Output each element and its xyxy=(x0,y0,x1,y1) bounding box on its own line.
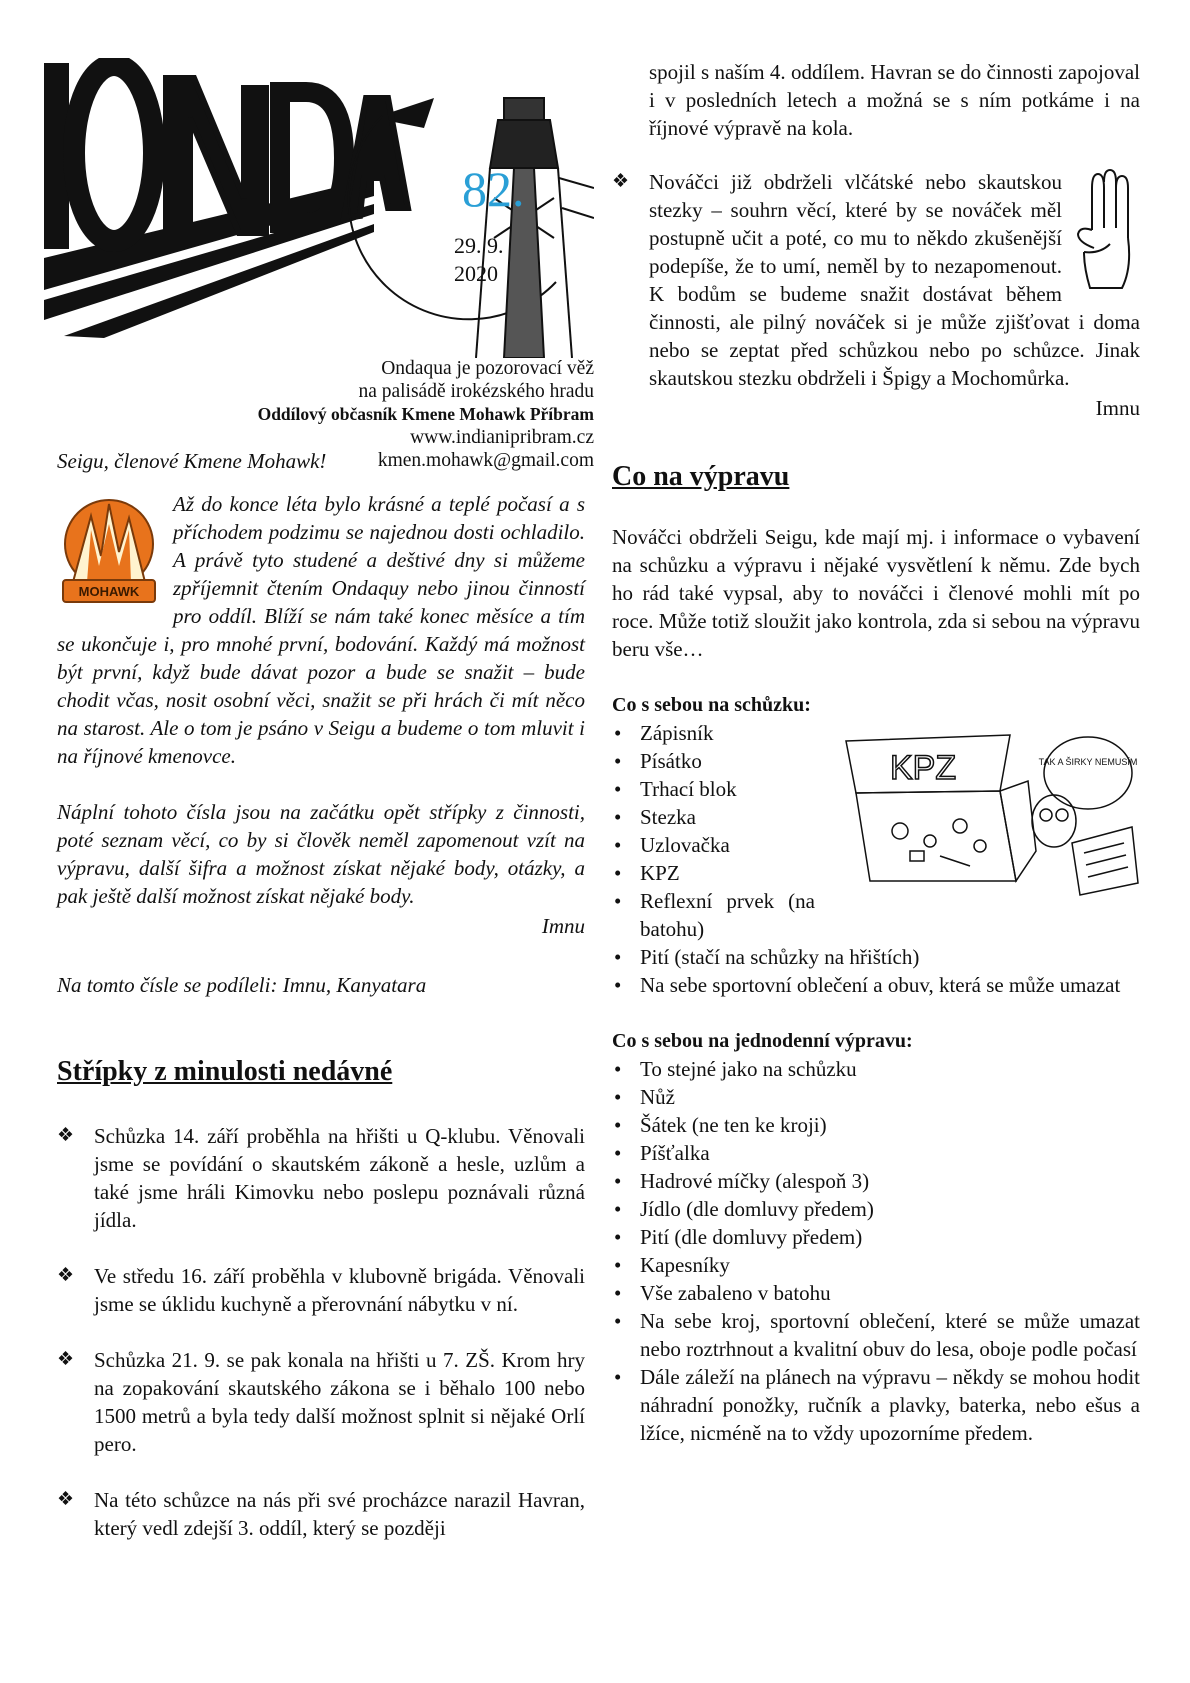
vyprava-list-title: Co s sebou na jednodenní výpravu: xyxy=(612,1030,913,1052)
list-item: • KPZ xyxy=(612,859,1140,887)
kpz-box-label: KPZ xyxy=(890,749,957,787)
schuzka-list xyxy=(612,719,1140,999)
issue-date-year: 2020 xyxy=(454,261,498,286)
tower-illustration xyxy=(476,98,594,358)
list-item: • Uzlovačka xyxy=(612,831,1140,859)
schuzka-block xyxy=(612,719,1140,999)
diamond-bullet-icon: ❖ xyxy=(57,1265,75,1286)
tagline-line2: na palisádě irokézského hradu xyxy=(358,381,594,402)
list-item: ❖ Schůzka 14. září proběhla na hřišti u Q-klubu. Věnovali jsme se povídání o skautském zákoně a hesle, uzlům a také jsme hráli Kimovku nebo poslepu poznávali různá jídla. xyxy=(57,1124,585,1232)
list-item: • Písátko xyxy=(612,747,1140,775)
list-item: • Píšťalka xyxy=(612,1139,1140,1167)
website: www.indianipribram.cz xyxy=(410,427,594,448)
list-item: ❖ Nováčci již obdrželi vlčátské nebo skautskou stezky – souhrn věcí, které by se nováček měl postupně učit a poté, co mu to někdo zkušenější podepíše, že to umí, neměl by to nezapomenout. K bodům se budeme snažit dostávat během činnosti, ale pilný nováček si je může zjišťovat i doma nebo se zeptat před schůzkou nebo po schůzce. Jinak skautskou stezku obdrželi i Špigy a Mochomůrka. xyxy=(612,170,1140,390)
list-item: • Šátek (ne ten ke kroji) xyxy=(612,1111,1140,1139)
kpz-speech-bubble: TAK A ŠIRKY NEMUSÍM xyxy=(1038,757,1138,767)
list-item: • Hadrové míčky (alespoň 3) xyxy=(612,1167,1140,1195)
list-item: ❖ Schůzka 21. 9. se pak konala na hřišti u 7. ZŠ. Krom hry na zopakování skautského zákona se i běhalo 100 nebo 1500 metrů a byla tedy další možnost splnit si nějaké Orlí pero. xyxy=(57,1348,585,1456)
intro-block xyxy=(57,490,585,770)
list-item: • Jídlo (dle domluvy předem) xyxy=(612,1195,1140,1223)
issue-date-day: 29. 9. xyxy=(454,233,504,258)
newsletter-subtitle: Oddílový občasník Kmene Mohawk Příbram xyxy=(257,404,594,424)
list-item: • Zápisník xyxy=(612,719,1140,747)
list-item: • Na sebe kroj, sportovní oblečení, které se může umazat nebo roztrhnout a kvalitní obuv do lesa, oboje podle počasí xyxy=(612,1307,1140,1363)
list-item: • Stezka xyxy=(612,803,1140,831)
novacci-list xyxy=(612,168,1140,392)
intro-paragraph: Až do konce léta bylo krásné a teplé počasí a s příchodem podzimu se najednou dosti ochladilo. A právě tyto studené a deštivé dny si můžeme zpříjemnit čtením Ondaquy nebo jinou činností pro oddíl. Blíží se nám také konec měsíce a tím se ukončuje i, pro mnohé první, bodování. Každý má možnost být první, když bude dávat pozor a bude se snažit – bude chodit včas, nosit osobní věci, snažit se při hrách či mít něco na starost. Ale o tom je psáno v Seigu a budeme o tom mluvit i na říjnové kmenovce. xyxy=(57,492,585,768)
stripky-continuation: spojil s naším 4. oddílem. Havran se do činnosti zapojoval i v posledních letech a možná se s ním potkáme i na říjnové výpravě na kola. xyxy=(649,60,1140,140)
scout-salute-hand-icon xyxy=(1070,168,1140,298)
tagline-line1: Ondaqua je pozorovací věž xyxy=(381,358,594,379)
list-item: • Pití (dle domluvy předem) xyxy=(612,1223,1140,1251)
list-item: • Dále záleží na plánech na výpravu – někdy se mohou hodit náhradní ponožky, ručník a plavky, baterka, nebo ešus a lžíce, nicméně na to vždy upozorníme předem. xyxy=(612,1363,1140,1447)
list-item: • Nůž xyxy=(612,1083,1140,1111)
stripky-list xyxy=(57,1122,585,1542)
intro-signature: Imnu xyxy=(541,914,585,938)
diamond-bullet-icon: ❖ xyxy=(57,1489,75,1510)
vyprava-list xyxy=(612,1055,1140,1447)
mohawk-logo-label: MOHAWK xyxy=(78,584,140,599)
list-item: • Reflexní prvek (na batohu) xyxy=(612,887,815,943)
right-column xyxy=(612,58,1140,1447)
stripky-signature: Imnu xyxy=(1095,396,1140,420)
list-item: • Pití (stačí na schůzky na hřištích) xyxy=(612,943,1140,971)
email: kmen.mohawk@gmail.com xyxy=(377,450,594,471)
list-item: • To stejné jako na schůzku xyxy=(612,1055,1140,1083)
vyprava-intro: Nováčci obdrželi Seigu, kde mají mj. i informace o vybavení na schůzku a výpravu i nějaké vysvětlení k němu. Zde bych ho rád také vypsal, aby to nováčci i členové mohli mít po roce. Může totiž sloužit jako kontrola, zda si sebou na výpravu beru vše… xyxy=(612,525,1140,661)
diamond-bullet-icon: ❖ xyxy=(57,1125,75,1146)
list-item: • Vše zabaleno v batohu xyxy=(612,1279,1140,1307)
contributors-line: Na tomto čísle se podíleli: Imnu, Kanyatara xyxy=(57,973,427,997)
diamond-bullet-icon: ❖ xyxy=(612,171,630,192)
schuzka-list-title: Co s sebou na schůzku: xyxy=(612,694,811,716)
diamond-bullet-icon: ❖ xyxy=(57,1349,75,1370)
section-heading-stripky: Střípky z minulosti nedávné xyxy=(57,1056,393,1087)
mohawk-logo xyxy=(59,496,159,616)
issue-contents-paragraph: Náplní tohoto čísla jsou na začátku opět střípky z činnosti, poté seznam věcí, co by si člověk neměl zapomenout vzít na výpravu, další šifra a možnost získat nějaké body, otázky, a pak ještě další možnost získat nějaké body. xyxy=(57,800,585,908)
list-item: • Trhací blok xyxy=(612,775,1140,803)
left-column xyxy=(57,448,585,1542)
issue-number: 82. xyxy=(462,161,525,217)
list-item: • Kapesníky xyxy=(612,1251,1140,1279)
section-heading-vyprava: Co na výpravu xyxy=(612,461,790,492)
greeting: Seigu, členové Kmene Mohawk! xyxy=(57,449,327,473)
list-item: ❖ Na této schůzce na nás při své procházce narazil Havran, který vedl zdejší 3. oddíl, který se později xyxy=(57,1488,585,1540)
list-item: • Na sebe sportovní oblečení a obuv, která se může umazat xyxy=(612,971,1140,999)
issue-date xyxy=(454,232,504,288)
list-item: ❖ Ve středu 16. září proběhla v klubovně brigáda. Věnovali jsme se úklidu kuchyně a přerovnání nábytku v ní. xyxy=(57,1264,585,1316)
